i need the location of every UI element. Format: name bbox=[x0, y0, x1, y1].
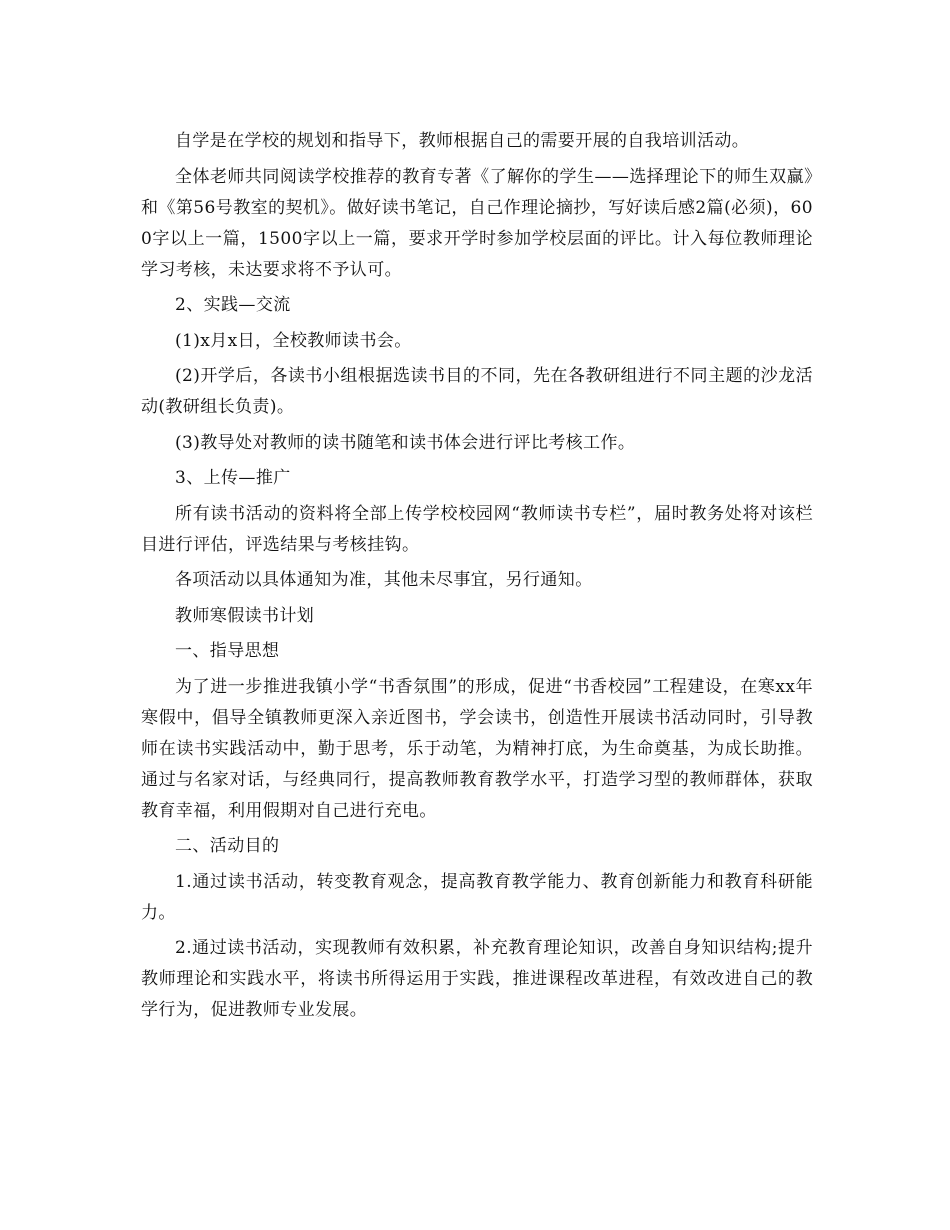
list-item-purpose-2: 2.通过读书活动，实现教师有效积累，补充教育理论知识，改善自身知识结构;提升教师理论和实践水平，将读书所得运用于实践，推进课程改革进程，有效改进自己的教学行为，促进教师专业发展。 bbox=[141, 938, 813, 1020]
section-heading-upload: 3、上传—推广 bbox=[175, 468, 291, 488]
paragraph-reading-requirements: 全体老师共同阅读学校推荐的教育专著《了解你的学生——选择理论下的师生双赢》和《第56号教室的契机》。做好读书笔记，自己作理论摘抄，写好读后感2篇(必须)，600字以上一篇，1500字以上一篇，要求开学时参加学校层面的评比。计入每位教师理论学习考核，未达要求将不予认可。 bbox=[141, 166, 813, 280]
paragraph-guiding-ideology: 为了进一步推进我镇小学“书香氛围”的形成，促进“书香校园”工程建设，在寒xx年寒假中，倡导全镇教师更深入亲近图书，学会读书，创造性开展读书活动同时，引导教师在读书实践活动中，勤于思考，乐于动笔，为精神打底，为生命奠基，为成长助推。通过与名家对话，与经典同行，提高教师教育教学水平，打造学习型的教师群体，获取教育幸福，利用假期对自己进行充电。 bbox=[141, 676, 813, 821]
list-item-salon-activity: (2)开学后，各读书小组根据选读书目的不同，先在各教研组进行不同主题的沙龙活动(教研组长负责)。 bbox=[141, 366, 813, 417]
list-item-evaluation: (3)教导处对教师的读书随笔和读书体会进行评比考核工作。 bbox=[175, 432, 636, 453]
document-subtitle: 教师寒假读书计划 bbox=[175, 605, 315, 626]
paragraph-notice: 各项活动以具体通知为准，其他未尽事宜，另行通知。 bbox=[175, 570, 593, 590]
section-heading-practice: 2、实践—交流 bbox=[175, 295, 291, 315]
list-item-reading-meeting: (1)x月x日，全校教师读书会。 bbox=[175, 330, 412, 351]
paragraph-self-study: 自学是在学校的规划和指导下，教师根据自己的需要开展的自我培训活动。 bbox=[175, 131, 750, 151]
list-item-purpose-1: 1.通过读书活动，转变教育观念，提高教育教学能力、教育创新能力和教育科研能力。 bbox=[141, 871, 813, 923]
section-heading-guiding-ideology: 一、指导思想 bbox=[175, 641, 280, 661]
paragraph-upload-details: 所有读书活动的资料将全部上传学校校园网“教师读书专栏”，届时教务处将对该栏目进行评估，评选结果与考核挂钩。 bbox=[141, 503, 813, 555]
section-heading-activity-purpose: 二、活动目的 bbox=[175, 836, 280, 856]
document-body bbox=[141, 126, 813, 1031]
